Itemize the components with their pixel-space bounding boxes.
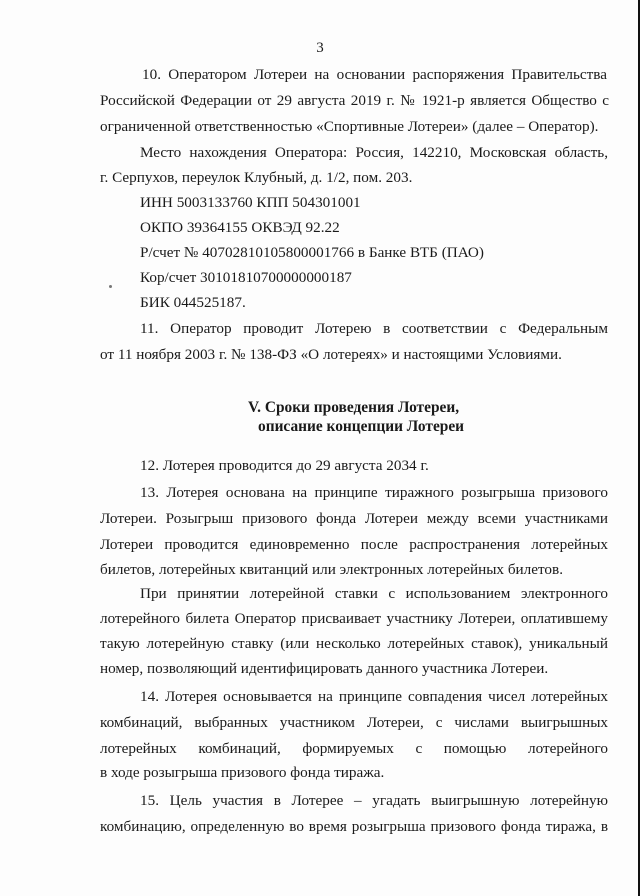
p13b-line-3: такую лотерейную ставку (или несколько лотерейных ставок), уникальный [100, 635, 608, 652]
p13b-line-1: При принятии лотерейной ставки с использованием электронного [140, 585, 608, 602]
section-heading-line-1: V. Сроки проведения Лотереи, [248, 399, 460, 416]
p13b-line-2: лотерейного билета Оператор присваивает участнику Лотереи, оплатившему [100, 610, 608, 627]
p13b-line-4: номер, позволяющий идентифицировать данного участника Лотереи. [100, 660, 549, 677]
page-number: 3 [316, 40, 324, 56]
section-heading-line-2: описание концепции Лотереи [258, 418, 465, 435]
location-line-1: Место нахождения Оператора: Россия, 142210, Московская область, [140, 144, 608, 161]
p14-line-2: комбинаций, выбранных участником Лотереи, с числами выигрышных [100, 714, 608, 731]
p13-line-4: билетов, лотерейных квитанций или электронных лотерейных билетов. [100, 561, 563, 578]
p13-line-1: 13. Лотерея основана на принципе тиражного розыгрыша призового [140, 484, 608, 501]
p10-line-1: 10. Оператором Лотереи на основании распоряжения Правительства [142, 66, 607, 83]
p13-line-2: Лотереи. Розыгрыш призового фонда Лотереи между всеми участниками [100, 510, 608, 527]
p12-line: 12. Лотерея проводится до 29 августа 2034 г. [140, 457, 429, 474]
requisite-bik: БИК 044525187. [140, 294, 246, 311]
p15-line-1: 15. Цель участия в Лотерее – угадать выигрышную лотерейную [140, 792, 608, 809]
p13-line-3: Лотереи проводится единовременно после распространения лотерейных [100, 536, 608, 553]
requisite-inn-kpp: ИНН 5003133760 КПП 504301001 [140, 194, 361, 211]
requisite-okpo-okved: ОКПО 39364155 ОКВЭД 92.22 [140, 219, 340, 236]
requisite-account: Р/счет № 40702810105800001766 в Банке ВТБ (ПАО) [140, 244, 484, 261]
p14-line-1: 14. Лотерея основывается на принципе совпадения чисел лотерейных [140, 688, 608, 705]
requisite-corr-account: Кор/счет 30101810700000000187 [140, 269, 352, 286]
p10-line-2: Российской Федерации от 29 августа 2019 г. № 1921-р является Общество с [100, 92, 609, 109]
location-line-2: г. Серпухов, переулок Клубный, д. 1/2, пом. 203. [100, 169, 413, 186]
scan-speck [109, 285, 112, 288]
p11-line-2: от 11 ноября 2003 г. № 138-ФЗ «О лотереях» и настоящими Условиями. [100, 346, 562, 363]
p11-line-1: 11. Оператор проводит Лотерею в соответствии с Федеральным [140, 320, 608, 337]
p14-line-4: в ходе розыгрыша призового фонда тиража. [100, 764, 385, 781]
p15-line-2: комбинацию, определенную во время розыгрыша призового фонда тиража, в [100, 818, 608, 835]
p10-line-3: ограниченной ответственностью «Спортивные Лотереи» (далее – Оператор). [100, 118, 599, 135]
p14-line-3: лотерейных комбинаций, формируемых с помощью лотерейного [100, 740, 608, 757]
